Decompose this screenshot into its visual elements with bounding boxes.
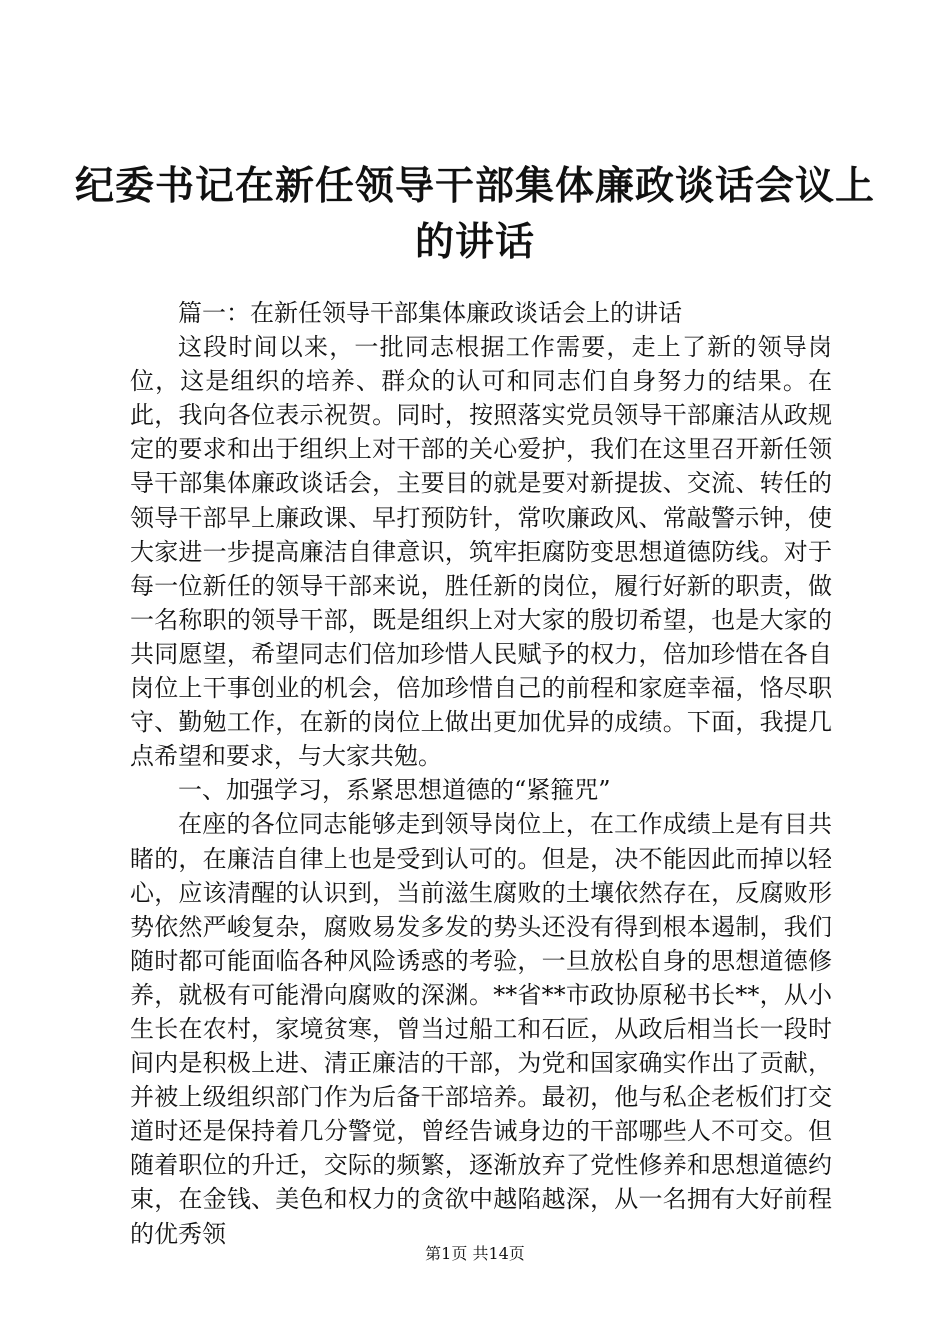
document-body [130,296,832,1251]
section-heading: 篇一：在新任领导干部集体廉政谈话会上的讲话 [178,299,682,327]
body-paragraph: 这段时间以来，一批同志根据工作需要，走上了新的领导岗位，这是组织的培养、群众的认可和同志们自身努力的结果。在此，我向各位表示祝贺。同时，按照落实党员领导干部廉洁从政规定的要求和出于组织上对干部的关心爱护，我们在这里召开新任领导干部集体廉政谈话会，主要目的就是要对新提拔、交流、转任的领导干部早上廉政课、早打预防针，常吹廉政风、常敲警示钟，使大家进一步提高廉洁自律意识，筑牢拒腐防变思想道德防线。对于每一位新任的领导干部来说，胜任新的岗位，履行好新的职责，做一名称职的领导干部，既是组织上对大家的殷切希望，也是大家的共同愿望，希望同志们倍加珍惜人民赋予的权力，倍加珍惜在各自岗位上干事创业的机会，倍加珍惜自己的前程和家庭幸福，恪尽职守、勤勉工作，在新的岗位上做出更加优异的成绩。下面，我提几点希望和要求，与大家共勉。 [130,333,832,771]
document-title-line-1: 纪委书记在新任领导干部集体廉政谈话会议上 [74,164,875,209]
page-footer: 第1页 共14页 [425,1244,525,1263]
document-title-line-2: 的讲话 [414,220,535,265]
section-heading: 一、加强学习，系紧思想道德的“紧箍咒” [178,776,611,805]
body-paragraph: 在座的各位同志能够走到领导岗位上，在工作成绩上是有目共睹的，在廉洁自律上也是受到认可的。但是，决不能因此而掉以轻心，应该清醒的认识到，当前滋生腐败的土壤依然存在，反腐败形势依然严峻复杂，腐败易发多发的势头还没有得到根本遏制，我们随时都可能面临各种风险诱惑的考验，一旦放松自身的思想道德修养，就极有可能滑向腐败的深渊。**省**市政协原秘书长**，从小生长在农村，家境贫寒，曾当过船工和石匠，从政后相当长一段时间内是积极上进、清正廉洁的干部，为党和国家确实作出了贡献，并被上级组织部门作为后备干部培养。最初，他与私企老板们打交道时还是保持着几分警觉，曾经告诫身边的干部哪些人不可交。但随着职位的升迁，交际的频繁，逐渐放弃了党性修养和思想道德约束，在金钱、美色和权力的贪欲中越陷越深，从一名拥有大好前程的优秀领 [130,810,832,1248]
